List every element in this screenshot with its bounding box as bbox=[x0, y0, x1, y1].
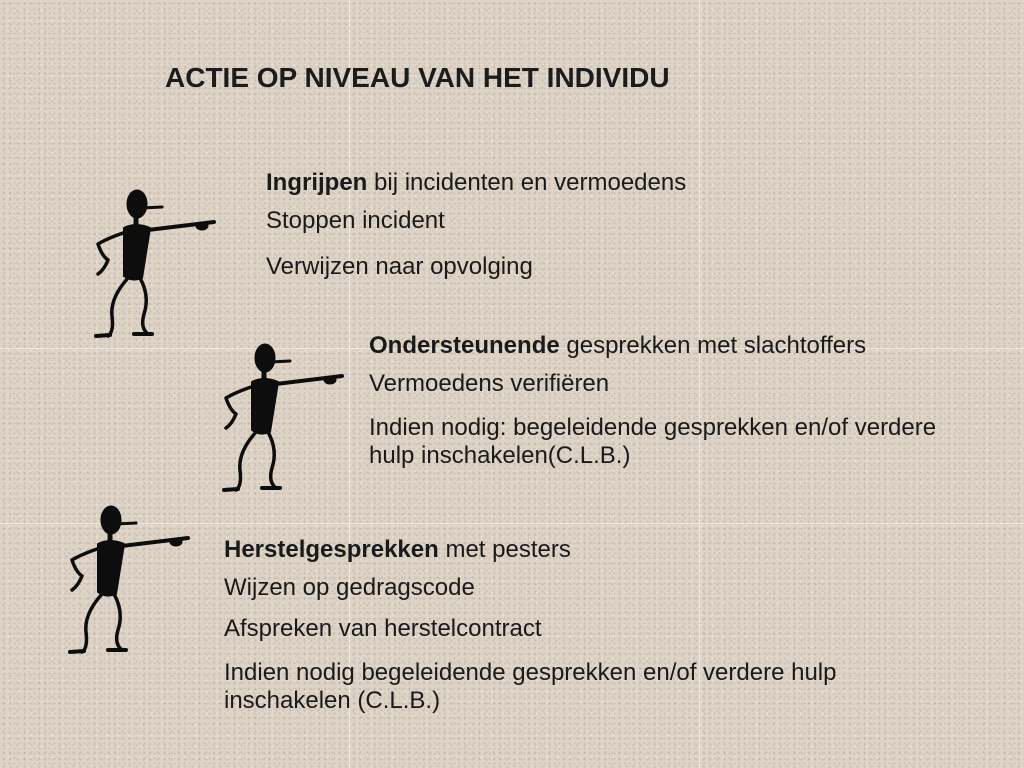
section-item: Indien nodig: begeleidende gesprekken en/of verdere hulp inschakelen(C.L.B.) bbox=[369, 414, 937, 469]
section-item: Stoppen incident bbox=[266, 207, 445, 234]
pointing-stick-figure-icon bbox=[64, 502, 194, 656]
pointing-stick-figure-icon bbox=[218, 340, 348, 494]
section-item: Wijzen op gedragscode bbox=[224, 574, 475, 601]
section-heading bbox=[266, 169, 686, 197]
heading-bold: Ingrijpen bbox=[266, 169, 368, 196]
heading-rest: gesprekken met slachtoffers bbox=[559, 332, 867, 359]
section-item: Vermoedens verifiëren bbox=[369, 370, 610, 397]
section-item: Indien nodig begeleidende gesprekken en/of verdere hulp inschakelen (C.L.B.) bbox=[224, 659, 837, 714]
heading-bold: Herstelgesprekken bbox=[224, 536, 439, 563]
heading-rest: met pesters bbox=[438, 536, 571, 563]
section-heading bbox=[369, 332, 969, 360]
section-herstelgesprekken bbox=[224, 536, 984, 715]
heading-bold: Ondersteunende bbox=[369, 332, 560, 359]
section-heading bbox=[224, 536, 984, 564]
section-item: Afspreken van herstelcontract bbox=[224, 615, 542, 642]
heading-rest: bij incidenten en vermoedens bbox=[367, 169, 687, 196]
section-item: Verwijzen naar opvolging bbox=[266, 253, 533, 280]
section-ondersteunende bbox=[369, 332, 969, 470]
slide-title: ACTIE OP NIVEAU VAN HET INDIVIDU bbox=[165, 62, 670, 93]
section-ingrijpen bbox=[266, 169, 686, 281]
pointing-stick-figure-icon bbox=[90, 186, 220, 340]
